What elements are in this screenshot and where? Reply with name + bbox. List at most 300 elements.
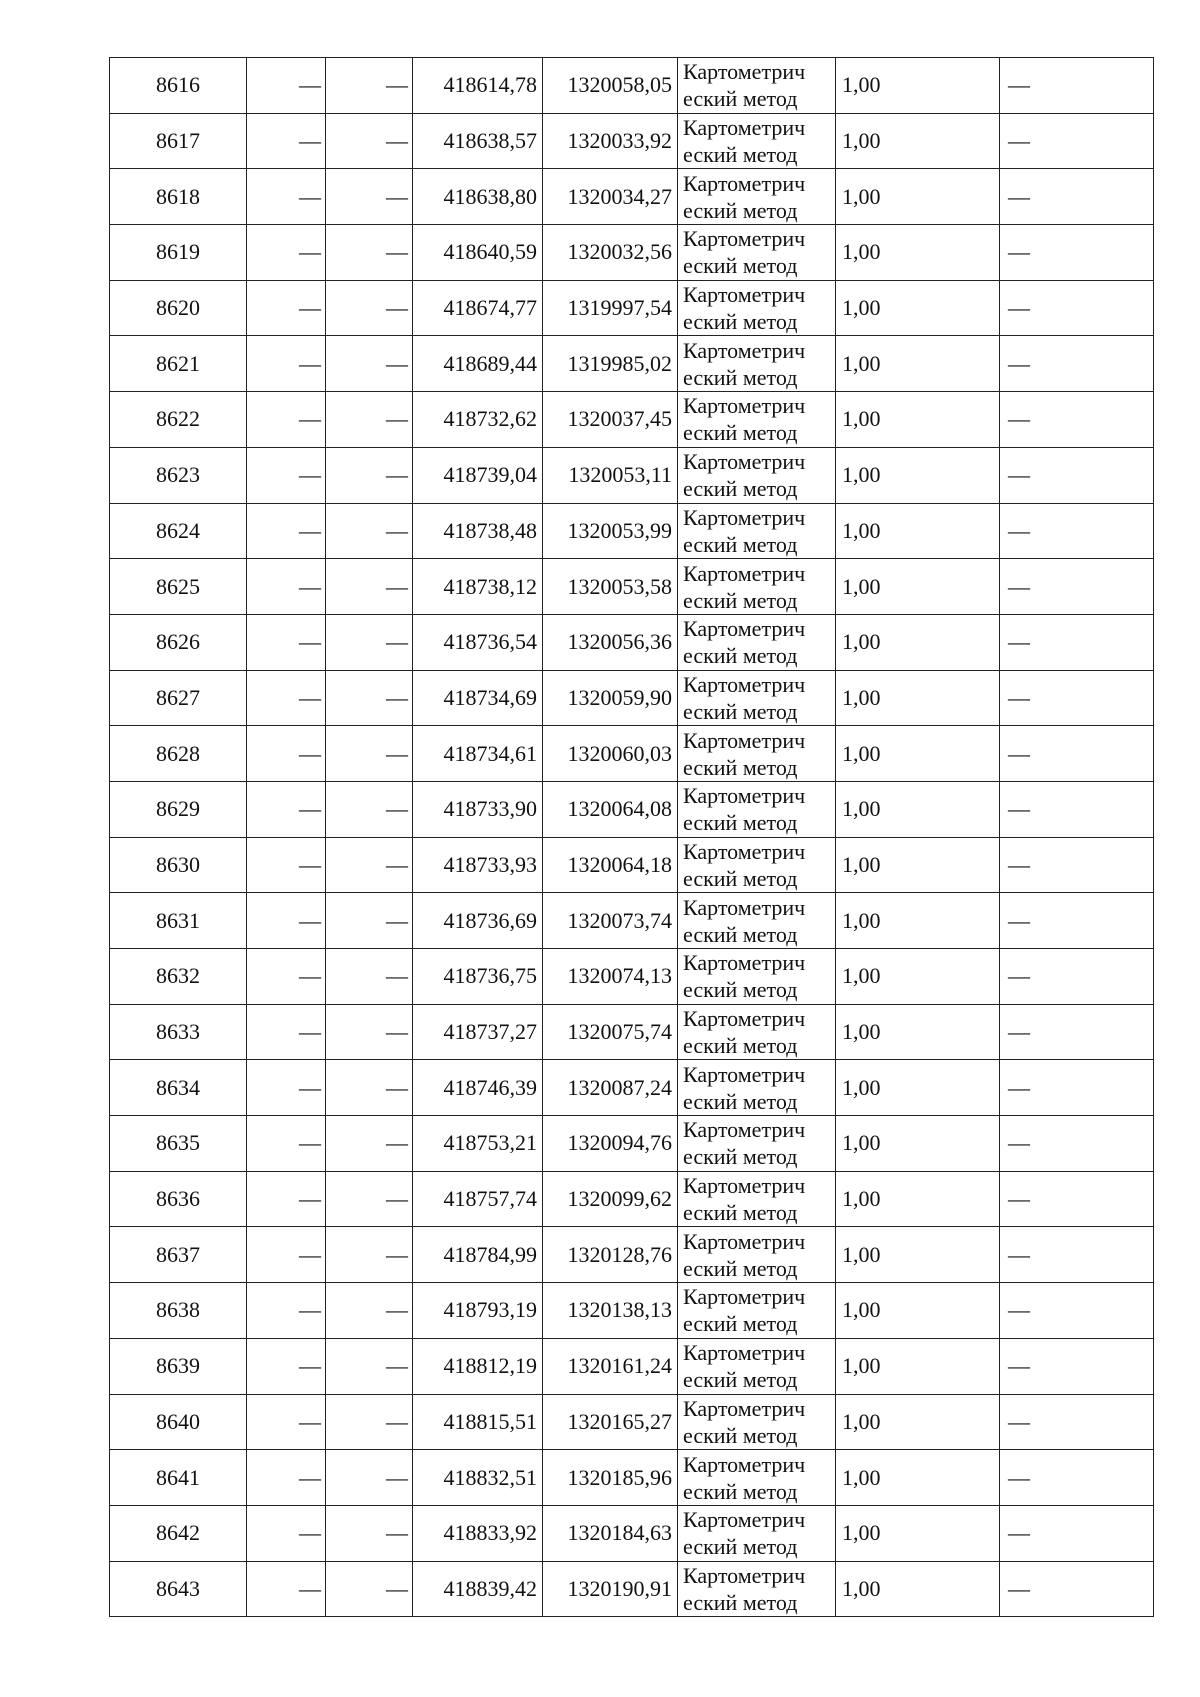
method-line-2: еский метод <box>683 253 798 279</box>
empty-value-cell: — <box>247 225 326 281</box>
y-coordinate-cell: 1320073,74 <box>543 893 678 949</box>
accuracy-cell: 1,00 <box>836 336 1000 392</box>
point-number-cell: 8635 <box>110 1116 247 1172</box>
empty-value-cell: — <box>247 893 326 949</box>
method-cell <box>678 1227 836 1283</box>
accuracy-cell: 1,00 <box>836 1171 1000 1227</box>
table-row <box>110 893 1154 949</box>
point-number-cell: 8624 <box>110 503 247 559</box>
method-line-2: еский метод <box>683 1088 798 1114</box>
empty-value-cell: — <box>247 1116 326 1172</box>
table-row <box>110 670 1154 726</box>
empty-value-cell: — <box>326 392 413 448</box>
method-line-1: Картометрич <box>683 337 806 363</box>
table-row <box>110 58 1154 114</box>
table-row <box>110 225 1154 281</box>
empty-value-cell: — <box>247 1450 326 1506</box>
empty-value-cell: — <box>326 893 413 949</box>
method-line-1: Картометрич <box>683 393 806 419</box>
method-line-2: еский метод <box>683 865 798 891</box>
accuracy-cell: 1,00 <box>836 949 1000 1005</box>
point-number-cell: 8628 <box>110 726 247 782</box>
note-cell: — <box>1000 781 1154 837</box>
y-coordinate-cell: 1320059,90 <box>543 670 678 726</box>
x-coordinate-cell: 418733,90 <box>413 781 543 837</box>
empty-value-cell: — <box>326 1004 413 1060</box>
method-cell <box>678 58 836 114</box>
accuracy-cell: 1,00 <box>836 559 1000 615</box>
empty-value-cell: — <box>326 1394 413 1450</box>
y-coordinate-cell: 1320053,11 <box>543 447 678 503</box>
method-cell <box>678 280 836 336</box>
method-line-1: Картометрич <box>683 1395 806 1421</box>
method-line-2: еский метод <box>683 364 798 390</box>
method-line-1: Картометрич <box>683 1507 806 1533</box>
method-line-1: Картометрич <box>683 504 806 530</box>
x-coordinate-cell: 418614,78 <box>413 58 543 114</box>
x-coordinate-cell: 418753,21 <box>413 1116 543 1172</box>
table-row <box>110 1004 1154 1060</box>
table-row <box>110 1450 1154 1506</box>
empty-value-cell: — <box>247 949 326 1005</box>
empty-value-cell: — <box>326 113 413 169</box>
point-number-cell: 8616 <box>110 58 247 114</box>
method-line-2: еский метод <box>683 1144 798 1170</box>
accuracy-cell: 1,00 <box>836 893 1000 949</box>
method-line-1: Картометрич <box>683 616 806 642</box>
accuracy-cell: 1,00 <box>836 1060 1000 1116</box>
y-coordinate-cell: 1320184,63 <box>543 1505 678 1561</box>
x-coordinate-cell: 418734,61 <box>413 726 543 782</box>
point-number-cell: 8642 <box>110 1505 247 1561</box>
method-line-2: еский метод <box>683 309 798 335</box>
x-coordinate-cell: 418738,48 <box>413 503 543 559</box>
method-cell <box>678 670 836 726</box>
point-number-cell: 8620 <box>110 280 247 336</box>
x-coordinate-cell: 418733,93 <box>413 837 543 893</box>
table-row <box>110 1171 1154 1227</box>
empty-value-cell: — <box>326 447 413 503</box>
table-row <box>110 447 1154 503</box>
table-row <box>110 726 1154 782</box>
note-cell: — <box>1000 1450 1154 1506</box>
point-number-cell: 8630 <box>110 837 247 893</box>
empty-value-cell: — <box>247 392 326 448</box>
method-line-2: еский метод <box>683 1200 798 1226</box>
note-cell: — <box>1000 336 1154 392</box>
method-cell <box>678 1060 836 1116</box>
accuracy-cell: 1,00 <box>836 1116 1000 1172</box>
method-line-2: еский метод <box>683 531 798 557</box>
x-coordinate-cell: 418784,99 <box>413 1227 543 1283</box>
method-line-2: еский метод <box>683 1589 798 1615</box>
empty-value-cell: — <box>326 781 413 837</box>
method-cell <box>678 1171 836 1227</box>
note-cell: — <box>1000 1505 1154 1561</box>
method-cell <box>678 392 836 448</box>
empty-value-cell: — <box>326 949 413 1005</box>
y-coordinate-cell: 1320165,27 <box>543 1394 678 1450</box>
table-row <box>110 1338 1154 1394</box>
table-row <box>110 559 1154 615</box>
point-number-cell: 8627 <box>110 670 247 726</box>
empty-value-cell: — <box>326 280 413 336</box>
method-line-1: Картометрич <box>683 1006 806 1032</box>
table-row <box>110 1116 1154 1172</box>
note-cell: — <box>1000 58 1154 114</box>
accuracy-cell: 1,00 <box>836 225 1000 281</box>
x-coordinate-cell: 418638,57 <box>413 113 543 169</box>
method-line-1: Картометрич <box>683 1562 806 1588</box>
point-number-cell: 8639 <box>110 1338 247 1394</box>
empty-value-cell: — <box>326 614 413 670</box>
accuracy-cell: 1,00 <box>836 58 1000 114</box>
y-coordinate-cell: 1320058,05 <box>543 58 678 114</box>
table-body <box>110 58 1154 1617</box>
accuracy-cell: 1,00 <box>836 1450 1000 1506</box>
y-coordinate-cell: 1320185,96 <box>543 1450 678 1506</box>
y-coordinate-cell: 1320128,76 <box>543 1227 678 1283</box>
x-coordinate-cell: 418839,42 <box>413 1561 543 1617</box>
y-coordinate-cell: 1320094,76 <box>543 1116 678 1172</box>
note-cell: — <box>1000 1116 1154 1172</box>
method-line-2: еский метод <box>683 1534 798 1560</box>
method-cell <box>678 1450 836 1506</box>
method-cell <box>678 447 836 503</box>
empty-value-cell: — <box>326 559 413 615</box>
method-line-1: Картометрич <box>683 449 806 475</box>
method-line-2: еский метод <box>683 810 798 836</box>
note-cell: — <box>1000 392 1154 448</box>
table-row <box>110 113 1154 169</box>
y-coordinate-cell: 1320056,36 <box>543 614 678 670</box>
accuracy-cell: 1,00 <box>836 1394 1000 1450</box>
x-coordinate-cell: 418638,80 <box>413 169 543 225</box>
note-cell: — <box>1000 169 1154 225</box>
method-cell <box>678 949 836 1005</box>
y-coordinate-cell: 1320138,13 <box>543 1283 678 1339</box>
x-coordinate-cell: 418674,77 <box>413 280 543 336</box>
empty-value-cell: — <box>247 113 326 169</box>
table-row <box>110 503 1154 559</box>
method-line-1: Картометрич <box>683 783 806 809</box>
point-number-cell: 8618 <box>110 169 247 225</box>
empty-value-cell: — <box>326 1060 413 1116</box>
table-row <box>110 1561 1154 1617</box>
empty-value-cell: — <box>326 1450 413 1506</box>
accuracy-cell: 1,00 <box>836 726 1000 782</box>
point-number-cell: 8619 <box>110 225 247 281</box>
accuracy-cell: 1,00 <box>836 1561 1000 1617</box>
empty-value-cell: — <box>247 670 326 726</box>
accuracy-cell: 1,00 <box>836 169 1000 225</box>
empty-value-cell: — <box>247 1004 326 1060</box>
method-line-2: еский метод <box>683 1478 798 1504</box>
note-cell: — <box>1000 949 1154 1005</box>
x-coordinate-cell: 418640,59 <box>413 225 543 281</box>
point-number-cell: 8636 <box>110 1171 247 1227</box>
table-row <box>110 1394 1154 1450</box>
accuracy-cell: 1,00 <box>836 1338 1000 1394</box>
empty-value-cell: — <box>326 1561 413 1617</box>
table-row <box>110 781 1154 837</box>
note-cell: — <box>1000 503 1154 559</box>
empty-value-cell: — <box>326 169 413 225</box>
method-line-1: Картометрич <box>683 1061 806 1087</box>
x-coordinate-cell: 418736,54 <box>413 614 543 670</box>
method-cell <box>678 1505 836 1561</box>
empty-value-cell: — <box>326 1338 413 1394</box>
empty-value-cell: — <box>247 169 326 225</box>
point-number-cell: 8637 <box>110 1227 247 1283</box>
empty-value-cell: — <box>326 336 413 392</box>
empty-value-cell: — <box>326 1116 413 1172</box>
y-coordinate-cell: 1320037,45 <box>543 392 678 448</box>
point-number-cell: 8621 <box>110 336 247 392</box>
table-row <box>110 614 1154 670</box>
note-cell: — <box>1000 726 1154 782</box>
accuracy-cell: 1,00 <box>836 781 1000 837</box>
method-cell <box>678 1116 836 1172</box>
point-number-cell: 8629 <box>110 781 247 837</box>
method-cell <box>678 781 836 837</box>
method-line-1: Картометрич <box>683 894 806 920</box>
note-cell: — <box>1000 1561 1154 1617</box>
method-cell <box>678 893 836 949</box>
method-line-2: еский метод <box>683 1367 798 1393</box>
empty-value-cell: — <box>247 1283 326 1339</box>
table-row <box>110 1227 1154 1283</box>
note-cell: — <box>1000 225 1154 281</box>
method-line-1: Картометрич <box>683 671 806 697</box>
method-line-1: Картометрич <box>683 838 806 864</box>
method-cell <box>678 169 836 225</box>
method-cell <box>678 1394 836 1450</box>
method-cell <box>678 559 836 615</box>
y-coordinate-cell: 1320099,62 <box>543 1171 678 1227</box>
y-coordinate-cell: 1320064,18 <box>543 837 678 893</box>
table-row <box>110 837 1154 893</box>
note-cell: — <box>1000 559 1154 615</box>
method-cell <box>678 503 836 559</box>
note-cell: — <box>1000 893 1154 949</box>
method-cell <box>678 726 836 782</box>
empty-value-cell: — <box>326 1227 413 1283</box>
method-cell <box>678 1004 836 1060</box>
table-row <box>110 336 1154 392</box>
method-line-2: еский метод <box>683 476 798 502</box>
y-coordinate-cell: 1320074,13 <box>543 949 678 1005</box>
empty-value-cell: — <box>247 1227 326 1283</box>
method-line-1: Картометрич <box>683 282 806 308</box>
table-row <box>110 392 1154 448</box>
point-number-cell: 8623 <box>110 447 247 503</box>
y-coordinate-cell: 1320064,08 <box>543 781 678 837</box>
point-number-cell: 8622 <box>110 392 247 448</box>
note-cell: — <box>1000 1060 1154 1116</box>
x-coordinate-cell: 418737,27 <box>413 1004 543 1060</box>
method-cell <box>678 1283 836 1339</box>
method-line-1: Картометрич <box>683 59 806 85</box>
empty-value-cell: — <box>247 781 326 837</box>
table-row <box>110 1060 1154 1116</box>
point-number-cell: 8640 <box>110 1394 247 1450</box>
x-coordinate-cell: 418736,69 <box>413 893 543 949</box>
method-line-1: Картометрич <box>683 1117 806 1143</box>
accuracy-cell: 1,00 <box>836 447 1000 503</box>
empty-value-cell: — <box>247 726 326 782</box>
method-line-2: еский метод <box>683 921 798 947</box>
y-coordinate-cell: 1320053,58 <box>543 559 678 615</box>
x-coordinate-cell: 418746,39 <box>413 1060 543 1116</box>
accuracy-cell: 1,00 <box>836 1227 1000 1283</box>
x-coordinate-cell: 418793,19 <box>413 1283 543 1339</box>
accuracy-cell: 1,00 <box>836 1505 1000 1561</box>
empty-value-cell: — <box>326 726 413 782</box>
y-coordinate-cell: 1320190,91 <box>543 1561 678 1617</box>
y-coordinate-cell: 1320053,99 <box>543 503 678 559</box>
table-row <box>110 280 1154 336</box>
note-cell: — <box>1000 447 1154 503</box>
empty-value-cell: — <box>247 336 326 392</box>
note-cell: — <box>1000 1283 1154 1339</box>
table-row <box>110 949 1154 1005</box>
point-number-cell: 8626 <box>110 614 247 670</box>
note-cell: — <box>1000 1394 1154 1450</box>
note-cell: — <box>1000 113 1154 169</box>
accuracy-cell: 1,00 <box>836 837 1000 893</box>
note-cell: — <box>1000 280 1154 336</box>
method-line-2: еский метод <box>683 977 798 1003</box>
method-line-1: Картометрич <box>683 1340 806 1366</box>
point-number-cell: 8617 <box>110 113 247 169</box>
empty-value-cell: — <box>326 225 413 281</box>
method-cell <box>678 113 836 169</box>
method-line-2: еский метод <box>683 587 798 613</box>
x-coordinate-cell: 418736,75 <box>413 949 543 1005</box>
method-line-2: еский метод <box>683 197 798 223</box>
method-cell <box>678 225 836 281</box>
x-coordinate-cell: 418833,92 <box>413 1505 543 1561</box>
method-cell <box>678 336 836 392</box>
x-coordinate-cell: 418812,19 <box>413 1338 543 1394</box>
x-coordinate-cell: 418739,04 <box>413 447 543 503</box>
accuracy-cell: 1,00 <box>836 1004 1000 1060</box>
empty-value-cell: — <box>247 614 326 670</box>
point-number-cell: 8638 <box>110 1283 247 1339</box>
method-line-1: Картометрич <box>683 1173 806 1199</box>
accuracy-cell: 1,00 <box>836 503 1000 559</box>
point-number-cell: 8632 <box>110 949 247 1005</box>
point-number-cell: 8641 <box>110 1450 247 1506</box>
empty-value-cell: — <box>247 447 326 503</box>
point-number-cell: 8625 <box>110 559 247 615</box>
method-line-2: еский метод <box>683 1255 798 1281</box>
note-cell: — <box>1000 670 1154 726</box>
x-coordinate-cell: 418815,51 <box>413 1394 543 1450</box>
empty-value-cell: — <box>326 503 413 559</box>
empty-value-cell: — <box>247 1505 326 1561</box>
x-coordinate-cell: 418832,51 <box>413 1450 543 1506</box>
empty-value-cell: — <box>247 559 326 615</box>
x-coordinate-cell: 418734,69 <box>413 670 543 726</box>
table-row <box>110 169 1154 225</box>
method-cell <box>678 1338 836 1394</box>
empty-value-cell: — <box>247 280 326 336</box>
method-line-1: Картометрич <box>683 1228 806 1254</box>
x-coordinate-cell: 418732,62 <box>413 392 543 448</box>
empty-value-cell: — <box>247 1060 326 1116</box>
method-cell <box>678 1561 836 1617</box>
y-coordinate-cell: 1320032,56 <box>543 225 678 281</box>
method-cell <box>678 837 836 893</box>
table-row <box>110 1505 1154 1561</box>
empty-value-cell: — <box>326 58 413 114</box>
point-number-cell: 8634 <box>110 1060 247 1116</box>
coordinates-table <box>109 57 1154 1617</box>
note-cell: — <box>1000 1338 1154 1394</box>
method-line-2: еский метод <box>683 420 798 446</box>
empty-value-cell: — <box>247 837 326 893</box>
empty-value-cell: — <box>326 837 413 893</box>
y-coordinate-cell: 1319997,54 <box>543 280 678 336</box>
method-line-2: еский метод <box>683 1311 798 1337</box>
method-line-2: еский метод <box>683 643 798 669</box>
method-line-1: Картометрич <box>683 560 806 586</box>
x-coordinate-cell: 418757,74 <box>413 1171 543 1227</box>
note-cell: — <box>1000 1004 1154 1060</box>
accuracy-cell: 1,00 <box>836 280 1000 336</box>
y-coordinate-cell: 1320060,03 <box>543 726 678 782</box>
method-line-2: еский метод <box>683 142 798 168</box>
y-coordinate-cell: 1320033,92 <box>543 113 678 169</box>
method-line-2: еский метод <box>683 1033 798 1059</box>
note-cell: — <box>1000 837 1154 893</box>
empty-value-cell: — <box>247 58 326 114</box>
accuracy-cell: 1,00 <box>836 670 1000 726</box>
empty-value-cell: — <box>247 1338 326 1394</box>
method-line-2: еский метод <box>683 754 798 780</box>
method-line-1: Картометрич <box>683 1284 806 1310</box>
point-number-cell: 8633 <box>110 1004 247 1060</box>
method-line-1: Картометрич <box>683 1451 806 1477</box>
empty-value-cell: — <box>326 1171 413 1227</box>
empty-value-cell: — <box>247 1394 326 1450</box>
note-cell: — <box>1000 1171 1154 1227</box>
table-row <box>110 1283 1154 1339</box>
method-line-1: Картометрич <box>683 170 806 196</box>
method-line-1: Картометрич <box>683 115 806 141</box>
empty-value-cell: — <box>247 1561 326 1617</box>
accuracy-cell: 1,00 <box>836 113 1000 169</box>
accuracy-cell: 1,00 <box>836 392 1000 448</box>
x-coordinate-cell: 418738,12 <box>413 559 543 615</box>
point-number-cell: 8631 <box>110 893 247 949</box>
point-number-cell: 8643 <box>110 1561 247 1617</box>
note-cell: — <box>1000 1227 1154 1283</box>
empty-value-cell: — <box>247 1171 326 1227</box>
y-coordinate-cell: 1320034,27 <box>543 169 678 225</box>
method-line-1: Картометрич <box>683 727 806 753</box>
method-line-2: еский метод <box>683 86 798 112</box>
accuracy-cell: 1,00 <box>836 614 1000 670</box>
method-line-1: Картометрич <box>683 950 806 976</box>
empty-value-cell: — <box>247 503 326 559</box>
method-line-2: еский метод <box>683 698 798 724</box>
empty-value-cell: — <box>326 670 413 726</box>
empty-value-cell: — <box>326 1505 413 1561</box>
y-coordinate-cell: 1320075,74 <box>543 1004 678 1060</box>
